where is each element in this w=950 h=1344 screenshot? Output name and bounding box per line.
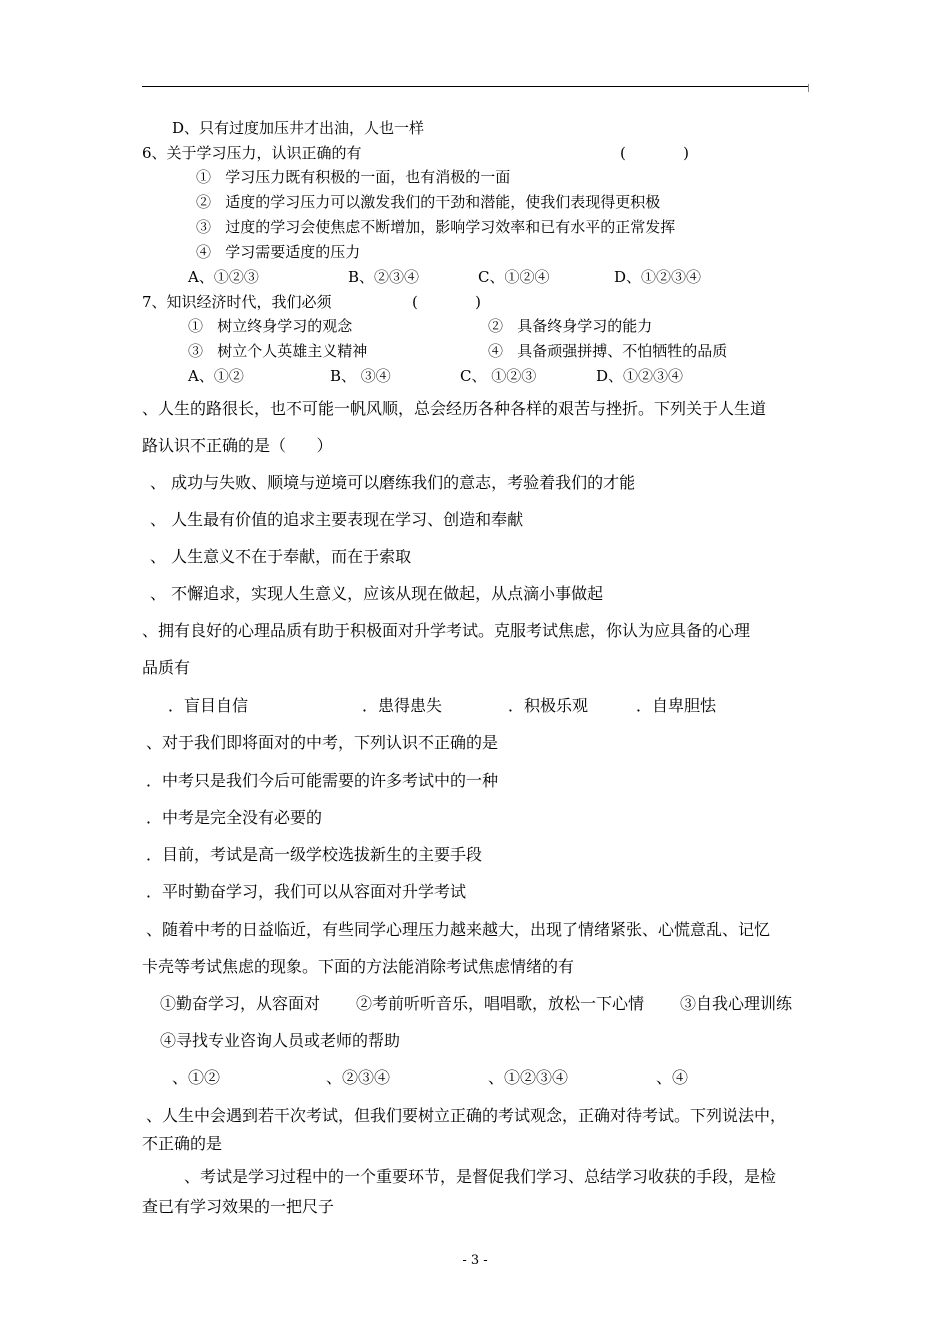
- q6-answer-paren: ( ): [620, 144, 689, 162]
- q6-option-a: A、①②③: [188, 268, 259, 286]
- page-number: - 3 -: [462, 1253, 488, 1268]
- q9-option-d: ．自卑胆怯: [636, 696, 717, 715]
- q8-option-d: 、 不懈追求，实现人生意义，应该从现在做起，从点滴小事做起: [150, 584, 604, 603]
- q6-option-b: B、②③④: [348, 268, 420, 286]
- q6-item-3: ③ 过度的学习会使焦虑不断增加，影响学习效率和已有水平的正常发挥: [196, 218, 676, 236]
- q12-option-a-line-1: 、考试是学习过程中的一个重要环节，是督促我们学习、总结学习收获的手段，是检: [184, 1167, 777, 1186]
- q11-stem-line-1: 、随着中考的日益临近，有些同学心理压力越来越大，出现了情绪紧张、心慌意乱、记忆: [146, 920, 771, 939]
- q10-option-d: ．平时勤奋学习，我们可以从容面对升学考试: [146, 882, 467, 901]
- q7-answer-paren: ( ): [412, 293, 481, 311]
- q8-stem-line-2: 路认识不正确的是（ ）: [142, 436, 333, 455]
- q11-stem-line-2: 卡壳等考试焦虑的现象。下面的方法能消除考试焦虑情绪的有: [142, 957, 575, 976]
- q9-stem-line-2: 品质有: [142, 658, 191, 677]
- q11-option-d: 、④: [656, 1068, 689, 1087]
- q10-option-c: ．目前，考试是高一级学校选拔新生的主要手段: [146, 845, 483, 864]
- q6-item-1: ① 学习压力既有积极的一面，也有消极的一面: [196, 168, 511, 186]
- q9-option-a: ．盲目自信: [168, 696, 249, 715]
- q7-item-3: ③ 树立个人英雄主义精神: [188, 342, 368, 360]
- q6-stem: 6、关于学习压力，认识正确的有: [142, 144, 362, 162]
- q12-stem-line-2: 不正确的是: [142, 1134, 223, 1153]
- q11-option-c: 、①②③④: [488, 1068, 569, 1087]
- q11-item-2: ②考前听听音乐，唱唱歌，放松一下心情: [356, 994, 645, 1013]
- q6-option-d: D、①②③④: [614, 268, 702, 286]
- q8-option-c: 、 人生意义不在于奉献，而在于索取: [150, 547, 412, 566]
- q7-option-b: B、 ③④: [330, 367, 391, 385]
- q9-option-c: ．积极乐观: [508, 696, 589, 715]
- q7-option-a: A、①②: [188, 367, 244, 385]
- q9-option-b: ．患得患失: [362, 696, 443, 715]
- q11-item-4: ④寻找专业咨询人员或老师的帮助: [160, 1031, 401, 1050]
- q11-option-b: 、②③④: [326, 1068, 391, 1087]
- q8-option-b: 、 人生最有价值的追求主要表现在学习、创造和奉献: [150, 510, 524, 529]
- q7-stem: 7、知识经济时代，我们必须: [142, 293, 332, 311]
- q10-option-b: ．中考是完全没有必要的: [146, 808, 323, 827]
- q5-option-d: D、只有过度加压井才出油，人也一样: [172, 119, 425, 137]
- header-rule-tick: [808, 84, 809, 92]
- q10-stem: 、对于我们即将面对的中考，下列认识不正确的是: [146, 733, 499, 752]
- q6-item-2: ② 适度的学习压力可以激发我们的干劲和潜能，使我们表现得更积极: [196, 193, 661, 211]
- q10-option-a: ．中考只是我们今后可能需要的许多考试中的一种: [146, 771, 499, 790]
- q11-item-1: ①勤奋学习，从容面对: [160, 994, 321, 1013]
- header-rule: [142, 86, 808, 87]
- q7-option-d: D、①②③④: [596, 367, 684, 385]
- q11-item-3: ③自我心理训练: [680, 994, 793, 1013]
- q9-stem-line-1: 、拥有良好的心理品质有助于积极面对升学考试。克服考试焦虑，你认为应具备的心理: [142, 621, 751, 640]
- q12-option-a-line-2: 查已有学习效果的一把尺子: [142, 1197, 335, 1216]
- q8-stem-line-1: 、人生的路很长，也不可能一帆风顺，总会经历各种各样的艰苦与挫折。下列关于人生道: [142, 399, 767, 418]
- q6-option-c: C、①②④: [478, 268, 550, 286]
- q12-stem-line-1: 、人生中会遇到若干次考试，但我们要树立正确的考试观念，正确对待考试。下列说法中，: [146, 1106, 787, 1125]
- q6-item-4: ④ 学习需要适度的压力: [196, 243, 361, 261]
- q7-item-4: ④ 具备顽强拼搏、不怕牺牲的品质: [488, 342, 728, 360]
- q7-item-2: ② 具备终身学习的能力: [488, 317, 653, 335]
- q8-option-a: 、 成功与失败、顺境与逆境可以磨练我们的意志，考验着我们的才能: [150, 473, 636, 492]
- q11-option-a: 、①②: [172, 1068, 221, 1087]
- q7-item-1: ① 树立终身学习的观念: [188, 317, 353, 335]
- q7-option-c: C、 ①②③: [460, 367, 537, 385]
